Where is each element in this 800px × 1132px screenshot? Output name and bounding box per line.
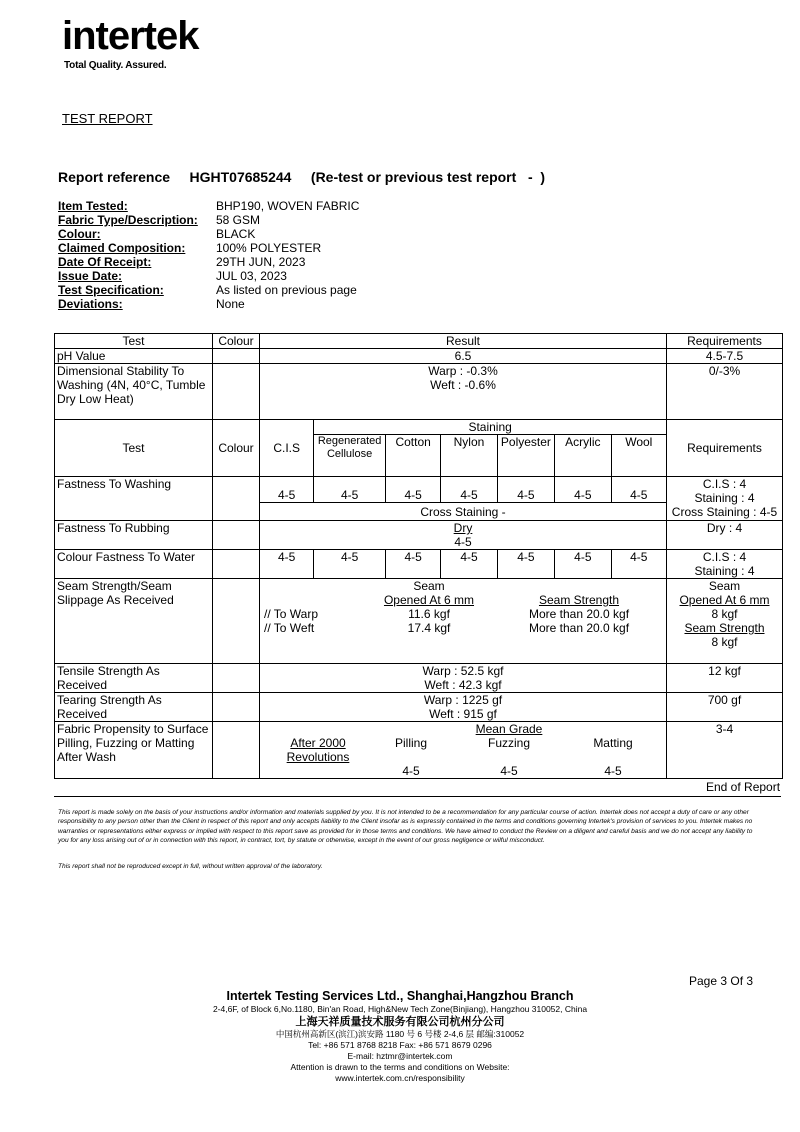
water-value: 4-5 [611, 550, 666, 579]
seam-req-title: Seam [708, 579, 741, 593]
info-label: Date Of Receipt: [58, 255, 152, 269]
seam-colour [213, 579, 260, 664]
washing-value: 4-5 [385, 477, 440, 503]
fibre-polyester: Polyester [497, 435, 554, 477]
water-value: 4-5 [497, 550, 554, 579]
water-value: 4-5 [314, 550, 386, 579]
reference-label: Report reference [58, 169, 171, 185]
ph-row [55, 349, 783, 364]
info-label: Issue Date: [58, 269, 123, 283]
pilling-label: Pilling [394, 736, 427, 750]
matting-value: 4-5 [604, 764, 622, 778]
tearing-colour [213, 693, 260, 722]
ph-result: 6.5 [260, 349, 667, 364]
fibre-wool: Wool [611, 435, 666, 477]
seam-req-opened-value: 8 kgf [711, 607, 738, 621]
dim-result [260, 364, 667, 420]
tearing-warp: Warp : 1225 gf [423, 693, 503, 707]
water-row [55, 550, 783, 579]
rubbing-result [260, 521, 667, 550]
info-label: Colour: [58, 227, 101, 241]
results-table [54, 333, 783, 779]
info-row [58, 269, 359, 283]
footer-website: www.intertek.com.cn/responsibility [335, 1073, 465, 1083]
seam-requirement [667, 579, 783, 664]
washing-row [55, 477, 783, 503]
dim-test: Dimensional Stability To Washing (4N, 40°C, Tumble Dry Low Heat) [55, 364, 213, 420]
info-label: Claimed Composition: [58, 241, 186, 255]
footer [100, 988, 700, 1084]
info-label: Deviations: [58, 297, 123, 311]
dim-requirement: 0/-3% [667, 364, 783, 420]
pilling-value: 4-5 [402, 764, 420, 778]
seam-test: Seam Strength/Seam Slippage As Received [55, 579, 213, 664]
tensile-row [55, 664, 783, 693]
header-result: Result [260, 334, 667, 349]
washing-test: Fastness To Washing [55, 477, 213, 521]
dim-warp: Warp : -0.3% [428, 364, 498, 378]
tensile-result [260, 664, 667, 693]
end-of-report: End of Report [706, 780, 781, 794]
washing-colour [213, 477, 260, 521]
info-label: Test Specification: [58, 283, 164, 297]
info-value: BLACK [216, 227, 256, 241]
cross-staining: Cross Staining - [260, 503, 667, 521]
ph-colour [213, 349, 260, 364]
reference-number: HGHT07685244 [189, 169, 292, 185]
info-value: 29TH JUN, 2023 [216, 255, 306, 269]
fibre-regenerated: Regenerated Cellulose [314, 435, 386, 477]
water-value: 4-5 [441, 550, 497, 579]
header-test: Test [55, 334, 213, 349]
pilling-after: After 2000 Revolutions [286, 736, 350, 764]
sub-cis: C.I.S [260, 420, 314, 477]
info-row [58, 297, 359, 311]
tearing-test: Tearing Strength As Received [55, 693, 213, 722]
tearing-result [260, 693, 667, 722]
seam-req-strength: Seam Strength [684, 621, 765, 635]
seam-result [260, 579, 667, 664]
rubbing-requirement: Dry : 4 [667, 521, 783, 550]
info-label: Item Tested: [58, 199, 128, 213]
info-value: 100% POLYESTER [216, 241, 322, 255]
reproduction-note: This report shall not be reproduced except in full, without written approval of the laboratory. [58, 863, 323, 870]
water-requirement [667, 550, 783, 579]
fuzzing-label: Fuzzing [487, 736, 531, 750]
matting-label: Matting [593, 736, 633, 750]
footer-address-cn: 中国杭州高新区(滨江)滨安路 1180 号 6 号楼 2-4,6 层 邮编:310052 [275, 1029, 525, 1039]
pilling-requirement: 3-4 [667, 722, 783, 779]
water-value: 4-5 [555, 550, 611, 579]
info-row [58, 213, 359, 227]
page-number: Page 3 Of 3 [689, 974, 754, 988]
info-row [58, 227, 359, 241]
dim-colour [213, 364, 260, 420]
info-value: As listed on previous page [216, 283, 357, 297]
washing-req-staining: Staining : 4 [694, 491, 755, 505]
sub-test: Test [55, 420, 213, 477]
seam-weft-label: // To Weft [264, 621, 315, 635]
intertek-logo: intertek [62, 14, 199, 58]
sub-staining: Staining [314, 420, 667, 435]
info-label: Fabric Type/Description: [58, 213, 198, 227]
dim-weft: Weft : -0.6% [430, 378, 496, 392]
footer-address: 2-4,6F, of Block 6,No.1180, Bin'an Road, High&New Tech Zone(Binjiang), Hangzhou 310052, China [212, 1004, 588, 1014]
washing-value: 4-5 [314, 477, 386, 503]
report-title: TEST REPORT [62, 111, 153, 126]
sub-colour: Colour [213, 420, 260, 477]
logo-tagline: Total Quality. Assured. [64, 60, 167, 71]
rubbing-colour [213, 521, 260, 550]
washing-value: 4-5 [555, 477, 611, 503]
seam-strength-header: Seam Strength [538, 593, 620, 607]
info-value: BHP190, WOVEN FABRIC [216, 199, 360, 213]
footer-company-cn: 上海天祥质量技术服务有限公司杭州分公司 [295, 1016, 505, 1028]
seam-warp-opened: 11.6 kgf [408, 607, 450, 621]
ph-requirement: 4.5-7.5 [667, 349, 783, 364]
pilling-mean-grade: Mean Grade [475, 722, 543, 736]
washing-req-cis: C.I.S : 4 [702, 477, 747, 491]
tearing-weft: Weft : 915 gf [429, 707, 497, 721]
water-req-cis: C.I.S : 4 [702, 550, 747, 564]
tearing-requirement: 700 gf [667, 693, 783, 722]
pilling-result [260, 722, 667, 779]
seam-warp-strength: More than 20.0 kgf [528, 607, 630, 621]
rubbing-value: 4-5 [454, 535, 472, 549]
retest-note: (Re-test or previous test report - ) [310, 169, 546, 185]
fibre-cotton: Cotton [385, 435, 440, 477]
disclaimer: This report is made solely on the basis of your instructions and/or information and materials supplied by you. It is not intended to be a recommendation for any particular course of action. Intertek does not accept a duty of care or any other responsibility to any person other than the Client in respect of this report and only accepts liability to the Client insofar as is expressly contained in the terms and conditions governing Intertek's provision of services to you. Intertek makes no warranties or representations either express or implied with respect to this report save as provided for in those terms and conditions. We have aimed to conduct the Review on a diligent and careful basis and we do not accept any liability to you for any loss arising out of or in connection with this report, in contract, tort, by statute or otherwise, except in the event of our gross negligence or wilful misconduct. [58, 809, 753, 844]
water-test: Colour Fastness To Water [55, 550, 213, 579]
header-row [55, 334, 783, 349]
staining-top-row [55, 420, 783, 435]
footer-email: E-mail: hztmr@intertek.com [347, 1051, 453, 1061]
water-value: 4-5 [385, 550, 440, 579]
item-info [58, 199, 359, 311]
fuzzing-value: 4-5 [500, 764, 518, 778]
pilling-test: Fabric Propensity to Surface Pilling, Fuzzing or Matting After Wash [55, 722, 213, 779]
tensile-warp: Warp : 52.5 kgf [422, 664, 504, 678]
tensile-requirement: 12 kgf [667, 664, 783, 693]
washing-value: 4-5 [611, 477, 666, 503]
footer-tel: Tel: +86 571 8768 8218 Fax: +86 571 8679 0296 [308, 1040, 492, 1050]
header-colour: Colour [213, 334, 260, 349]
tensile-colour [213, 664, 260, 693]
info-row [58, 199, 359, 213]
rubbing-dry: Dry [453, 521, 473, 535]
info-row [58, 283, 359, 297]
ph-test: pH Value [55, 349, 213, 364]
info-value: JUL 03, 2023 [216, 269, 287, 283]
seam-warp-label: // To Warp [264, 607, 319, 621]
info-value: 58 GSM [216, 213, 261, 227]
seam-weft-opened: 17.4 kgf [407, 621, 451, 635]
seam-row [55, 579, 783, 664]
seam-req-opened: Opened At 6 mm [679, 593, 770, 607]
info-row [58, 255, 359, 269]
header-requirements: Requirements [667, 334, 783, 349]
info-value: None [216, 297, 245, 311]
info-row [58, 241, 359, 255]
washing-requirement [667, 477, 783, 521]
water-req-staining: Staining : 4 [694, 564, 755, 578]
seam-req-strength-value: 8 kgf [711, 635, 738, 649]
washing-value: 4-5 [260, 477, 314, 503]
footer-company: Intertek Testing Services Ltd., Shanghai,Hangzhou Branch [226, 989, 574, 1003]
fibre-acrylic: Acrylic [555, 435, 611, 477]
sub-requirements: Requirements [667, 420, 783, 477]
fibre-nylon: Nylon [441, 435, 497, 477]
divider [54, 796, 781, 797]
washing-value: 4-5 [497, 477, 554, 503]
report-reference [58, 169, 545, 185]
tearing-row [55, 693, 783, 722]
rubbing-row [55, 521, 783, 550]
pilling-colour [213, 722, 260, 779]
footer-attention: Attention is drawn to the terms and conditions on Website: [290, 1062, 510, 1072]
water-value: 4-5 [260, 550, 314, 579]
washing-req-cross: Cross Staining : 4-5 [671, 505, 778, 519]
tensile-test: Tensile Strength As Received [55, 664, 213, 693]
pilling-row [55, 722, 783, 779]
water-colour [213, 550, 260, 579]
seam-weft-strength: More than 20.0 kgf [528, 621, 630, 635]
washing-value: 4-5 [441, 477, 497, 503]
seam-opened-header: Opened At 6 mm [383, 593, 475, 607]
rubbing-test: Fastness To Rubbing [55, 521, 213, 550]
seam-title: Seam [413, 579, 445, 593]
tensile-weft: Weft : 42.3 kgf [424, 678, 502, 692]
dimensional-row [55, 364, 783, 420]
